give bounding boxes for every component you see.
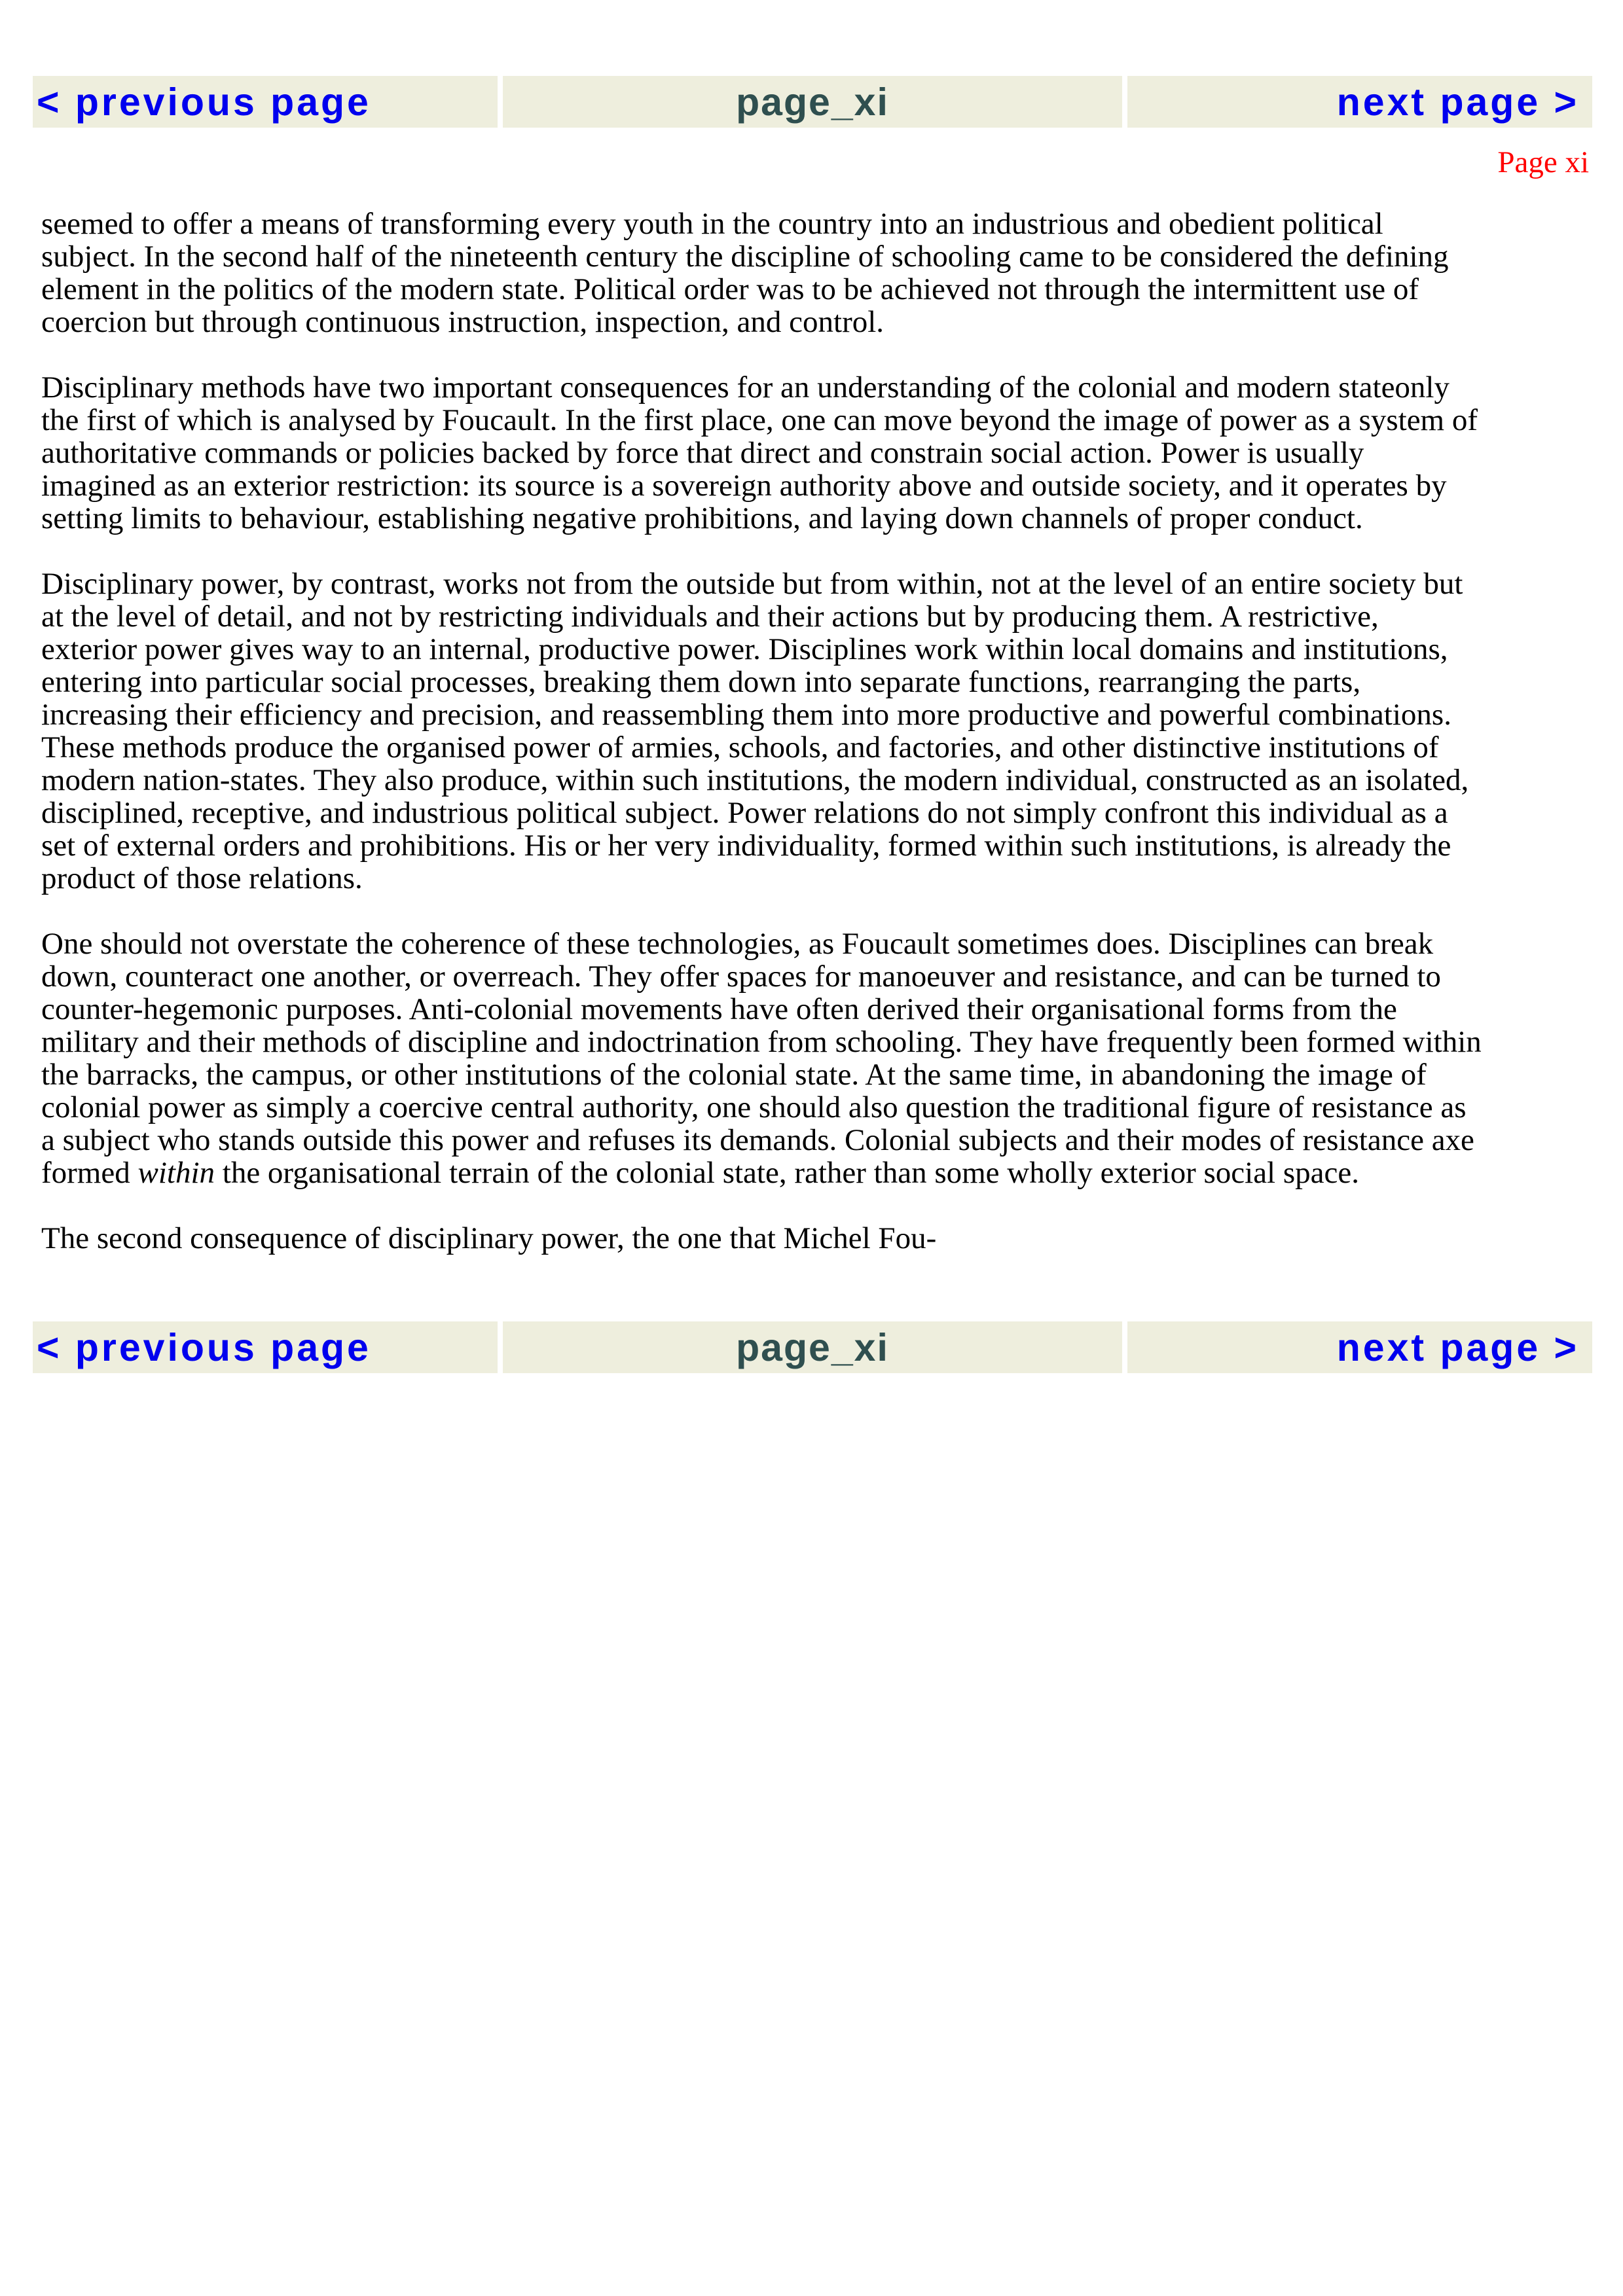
page-number-label: Page xi bbox=[1497, 145, 1589, 179]
text-line: These methods produce the organised power of armies, schools, and factories, and other distinctive institutions of bbox=[41, 730, 1439, 764]
text-line: a subject who stands outside this power and refuses its demands. Colonial subjects and their modes of resistance axe bbox=[41, 1123, 1474, 1157]
text-line: setting limits to behaviour, establishing negative prohibitions, and laying down channels of proper conduct. bbox=[41, 501, 1363, 535]
paragraph-5 bbox=[41, 1222, 1603, 1255]
text-line: coercion but through continuous instruction, inspection, and control. bbox=[41, 305, 884, 339]
text-line: increasing their efficiency and precision, and reassembling them into more productive and powerful combinations. bbox=[41, 698, 1451, 732]
paragraph-1 bbox=[41, 207, 1603, 338]
next-page-link[interactable]: next page > bbox=[1127, 76, 1592, 128]
text-line: modern nation-states. They also produce, within such institutions, the modern individual, constructed as an isolated, bbox=[41, 763, 1469, 797]
text-line: One should not overstate the coherence of these technologies, as Foucault sometimes does. Disciplines can break bbox=[41, 927, 1434, 961]
top-navigation bbox=[33, 76, 1594, 128]
next-page-link[interactable]: next page > bbox=[1127, 1321, 1592, 1373]
text-line: subject. In the second half of the nineteenth century the discipline of schooling came to be considered the defining bbox=[41, 240, 1449, 274]
text-line: the barracks, the campus, or other institutions of the colonial state. At the same time, in abandoning the image of bbox=[41, 1058, 1427, 1092]
text-line: product of those relations. bbox=[41, 861, 363, 895]
text-line: authoritative commands or policies backed by force that direct and constrain social action. Power is usually bbox=[41, 436, 1364, 470]
emphasized-text: within bbox=[137, 1156, 215, 1190]
text-line: element in the politics of the modern state. Political order was to be achieved not through the intermittent use of bbox=[41, 272, 1419, 306]
text-line bbox=[41, 1157, 1603, 1189]
text-fragment: the organisational terrain of the colonial state, rather than some wholly exterior social space. bbox=[215, 1156, 1359, 1190]
text-line: at the level of detail, and not by restricting individuals and their actions but by producing them. A restrictive, bbox=[41, 600, 1379, 634]
text-line: imagined as an exterior restriction: its source is a sovereign authority above and outside society, and it operates by bbox=[41, 469, 1447, 503]
text-line: set of external orders and prohibitions. His or her very individuality, formed within such institutions, is already the bbox=[41, 829, 1451, 863]
page-id-label: page_xi bbox=[503, 1321, 1122, 1373]
paragraph-3 bbox=[41, 567, 1603, 895]
text-line: the first of which is analysed by Foucault. In the first place, one can move beyond the image of power as a system of bbox=[41, 403, 1478, 437]
text-line: counter-hegemonic purposes. Anti-colonial movements have often derived their organisational forms from the bbox=[41, 992, 1397, 1026]
paragraph-4 bbox=[41, 927, 1603, 1189]
text-line: Disciplinary power, by contrast, works not from the outside but from within, not at the level of an entire society but bbox=[41, 567, 1463, 601]
text-fragment: formed bbox=[41, 1156, 138, 1190]
text-line: seemed to offer a means of transforming every youth in the country into an industrious and obedient political bbox=[41, 207, 1383, 241]
text-line: The second consequence of disciplinary power, the one that Michel Fou- bbox=[41, 1221, 937, 1255]
text-line: disciplined, receptive, and industrious political subject. Power relations do not simply confront this individual as a bbox=[41, 796, 1448, 830]
bottom-navigation bbox=[33, 1321, 1594, 1373]
text-line: exterior power gives way to an internal, productive power. Disciplines work within local domains and institutions, bbox=[41, 632, 1448, 666]
paragraph-2 bbox=[41, 371, 1603, 535]
page-id-label: page_xi bbox=[503, 76, 1122, 128]
previous-page-link[interactable]: < previous page bbox=[33, 1321, 498, 1373]
text-line: Disciplinary methods have two important consequences for an understanding of the colonial and modern stateonly bbox=[41, 370, 1450, 404]
text-line: colonial power as simply a coercive central authority, one should also question the traditional figure of resistance as bbox=[41, 1090, 1467, 1124]
text-line: military and their methods of discipline and indoctrination from schooling. They have frequently been formed within bbox=[41, 1025, 1482, 1059]
previous-page-link[interactable]: < previous page bbox=[33, 76, 498, 128]
text-line: entering into particular social processes, breaking them down into separate functions, rearranging the parts, bbox=[41, 665, 1361, 699]
text-line: down, counteract one another, or overreach. They offer spaces for manoeuver and resistance, and can be turned to bbox=[41, 960, 1441, 994]
page-body bbox=[41, 207, 1603, 1287]
